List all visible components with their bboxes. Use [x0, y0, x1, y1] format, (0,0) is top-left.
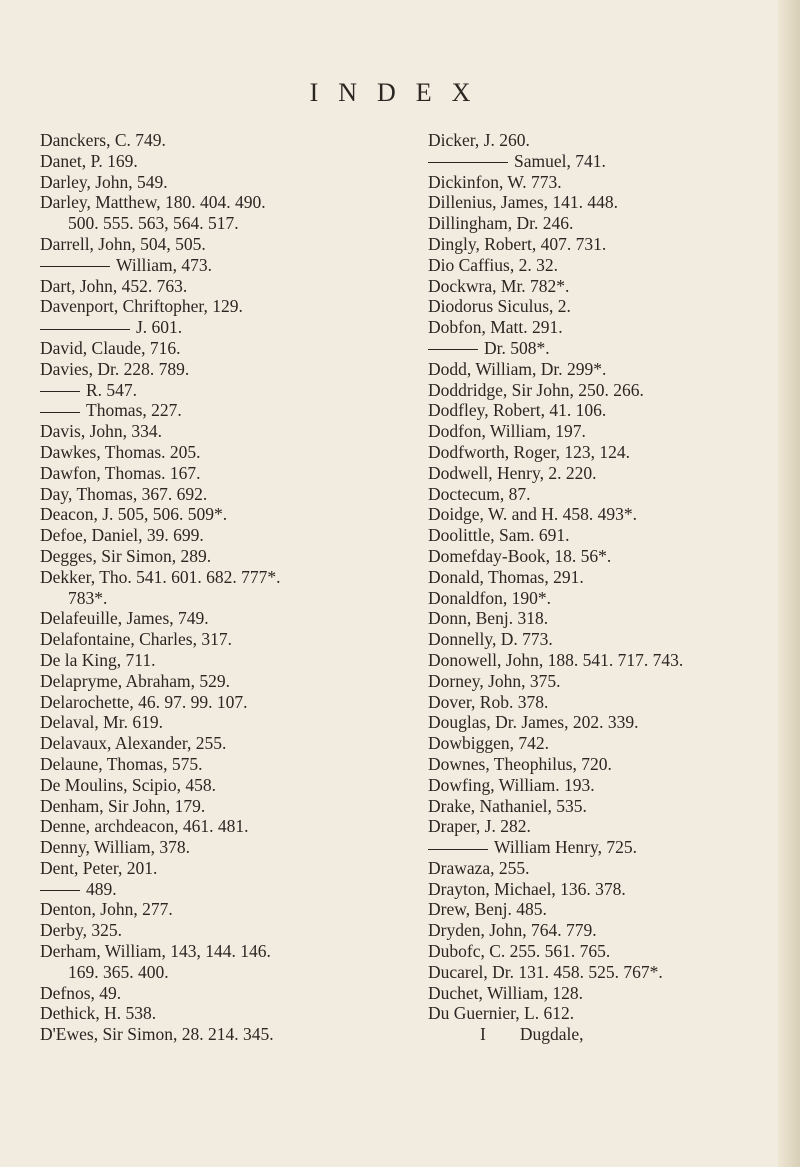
index-entry-text: Dillenius, James, 141. 448. [428, 192, 619, 213]
index-entry [428, 525, 728, 546]
index-entry-text: Dent, Peter, 201. [40, 857, 158, 878]
index-entry-text: Draper, J. 282. [428, 816, 531, 837]
index-entry-text: Davenport, Chriftopher, 129. [40, 296, 243, 317]
index-entry-text: Davies, Dr. 228. 789. [40, 358, 190, 379]
index-entry-text: Doolittle, Sam. 691. [428, 525, 570, 546]
index-entry [40, 130, 340, 151]
index-entry [428, 983, 728, 1004]
index-entry-text: Drew, Benj. 485. [428, 899, 547, 920]
index-entry-text: Denny, William, 378. [40, 837, 190, 858]
index-entry [428, 421, 728, 442]
index-entry-text: Drake, Nathaniel, 535. [428, 795, 587, 816]
index-entry [428, 692, 728, 713]
index-entry [428, 858, 728, 879]
index-entry [40, 1024, 340, 1045]
index-entry [40, 837, 340, 858]
index-entry [40, 296, 340, 317]
index-entry-text: Dryden, John, 764. 779. [428, 920, 597, 941]
index-entry [428, 234, 728, 255]
index-entry [428, 213, 728, 234]
index-entry [40, 317, 340, 338]
index-entry-text: De Moulins, Scipio, 458. [40, 774, 216, 795]
index-entry-text: Denham, Sir John, 179. [40, 795, 206, 816]
index-entry-text: Delaval, Mr. 619. [40, 712, 163, 733]
index-entry [40, 754, 340, 775]
catchword: Dugdale, [519, 1024, 584, 1045]
ditto-dash [40, 391, 80, 392]
index-entry-text: Doctecum, 87. [428, 483, 531, 504]
index-entry [40, 276, 340, 297]
index-entry-text: Drayton, Michael, 136. 378. [428, 878, 626, 899]
ditto-dash [428, 849, 488, 850]
index-entry [40, 712, 340, 733]
index-entry [40, 421, 340, 442]
index-entry [428, 712, 728, 733]
index-entry-text: Dowfing, William. 193. [428, 774, 595, 795]
index-entry [40, 234, 340, 255]
index-entry-text: Danet, P. 169. [40, 150, 138, 171]
index-entry-text: Dodd, William, Dr. 299*. [428, 358, 607, 379]
page-edge [778, 0, 800, 1167]
index-entry [40, 400, 340, 421]
index-entry-text: Downes, Theophilus, 720. [428, 753, 612, 774]
index-entry-text: Donaldfon, 190*. [428, 587, 551, 608]
index-entry [428, 151, 728, 172]
index-entry [428, 837, 728, 858]
index-entry [428, 608, 728, 629]
index-entry [40, 775, 340, 796]
index-entry [40, 962, 340, 983]
index-entry [428, 317, 728, 338]
index-entry [428, 484, 728, 505]
page-title: INDEX [309, 78, 491, 107]
index-entry [428, 172, 728, 193]
index-entry [40, 941, 340, 962]
index-entry [428, 400, 728, 421]
index-entry [40, 629, 340, 650]
index-entry [40, 733, 340, 754]
index-entry [428, 192, 728, 213]
index-entry [40, 1003, 340, 1024]
index-entry [40, 588, 340, 609]
index-entry-text: Dawkes, Thomas. 205. [40, 441, 201, 462]
index-entry-text: Dubofc, C. 255. 561. 765. [428, 941, 611, 962]
index-entry [428, 899, 728, 920]
index-entry-text: Ducarel, Dr. 131. 458. 525. 767*. [428, 961, 663, 982]
index-entry-text: Donowell, John, 188. 541. 717. 743. [428, 649, 684, 670]
index-entry-text: Darrell, John, 504, 505. [40, 233, 206, 254]
index-entry [428, 442, 728, 463]
index-entry-text: Derby, 325. [40, 920, 122, 941]
index-entry [40, 567, 340, 588]
index-entry-text: Darley, John, 549. [40, 171, 168, 192]
index-entry [428, 546, 728, 567]
index-entry-text: Defoe, Daniel, 39. 699. [40, 525, 204, 546]
ditto-dash [428, 162, 508, 163]
index-entry [40, 816, 340, 837]
index-entry-text: Dorney, John, 375. [428, 670, 561, 691]
index-entry [40, 879, 340, 900]
index-entry-text: Derham, William, 143, 144. 146. [40, 941, 271, 962]
index-entry-text: Deacon, J. 505, 506. 509*. [40, 504, 228, 525]
index-entry [40, 192, 340, 213]
ditto-dash [428, 349, 478, 350]
index-entry [40, 172, 340, 193]
index-entry-text: De la King, 711. [40, 649, 156, 670]
index-entry-text: Degges, Sir Simon, 289. [40, 545, 212, 566]
index-entry-text: Davis, John, 334. [40, 421, 163, 442]
index-entry-text: 500. 555. 563, 564. 517. [68, 213, 239, 234]
index-entry [40, 608, 340, 629]
index-entry [40, 920, 340, 941]
index-entry [428, 671, 728, 692]
index-entry [428, 463, 728, 484]
index-entry-text: Dicker, J. 260. [428, 130, 530, 150]
index-entry [428, 338, 728, 359]
index-entry-text: Defnos, 49. [40, 982, 122, 1003]
index-entry-text: Domefday-Book, 18. 56*. [428, 545, 612, 566]
index-entry [40, 359, 340, 380]
index-entry-text: Doidge, W. and H. 458. 493*. [428, 504, 638, 525]
index-entry [40, 546, 340, 567]
index-entry-text: Thomas, 227. [86, 400, 182, 421]
index-entry [428, 380, 728, 401]
index-entry-text: Doddridge, Sir John, 250. 266. [428, 379, 644, 400]
index-entry-text: Drawaza, 255. [428, 857, 530, 878]
index-entry-text: 783*. [68, 587, 108, 608]
index-entry-text: Dodfworth, Roger, 123, 124. [428, 441, 630, 462]
index-entry [40, 380, 340, 401]
index-entry [428, 504, 728, 525]
index-entry [40, 650, 340, 671]
index-entry-text: Dobfon, Matt. 291. [428, 317, 563, 338]
index-entry [40, 151, 340, 172]
index-entry [428, 775, 728, 796]
index-entry [40, 463, 340, 484]
index-entry-text: 489. [86, 878, 117, 899]
index-entry [40, 899, 340, 920]
index-column-left [40, 130, 340, 1045]
index-entry-text: 169. 365. 400. [68, 961, 169, 982]
index-entry-text: Denne, archdeacon, 461. 481. [40, 816, 249, 837]
index-entry-text: Delarochette, 46. 97. 99. 107. [40, 691, 248, 712]
index-entry [428, 255, 728, 276]
index-entry-text: Du Guernier, L. 612. [428, 1003, 575, 1024]
index-entry-text: Danckers, C. 749. [40, 130, 166, 150]
index-entry-text: D'Ewes, Sir Simon, 28. 214. 345. [40, 1024, 274, 1045]
index-entry-text: J. 601. [136, 317, 183, 338]
index-entry-text: Delafontaine, Charles, 317. [40, 629, 232, 650]
index-entry-text: R. 547. [86, 379, 138, 400]
index-entry [428, 962, 728, 983]
index-entry [40, 442, 340, 463]
index-entry [428, 359, 728, 380]
index-entry-text: Dekker, Tho. 541. 601. 682. 777*. [40, 566, 281, 587]
index-entry-text: Dr. 508*. [484, 337, 550, 358]
index-entry [40, 692, 340, 713]
index-entry-text: Dingly, Robert, 407. 731. [428, 233, 607, 254]
index-entry-text: Samuel, 741. [514, 150, 606, 171]
ditto-dash [40, 890, 80, 891]
index-entry-text: Darley, Matthew, 180. 404. 490. [40, 192, 266, 213]
index-column-right [428, 130, 728, 1045]
index-entry [40, 796, 340, 817]
index-entry-text: Donald, Thomas, 291. [428, 566, 584, 587]
index-entry-text: Douglas, Dr. James, 202. 339. [428, 712, 639, 733]
index-entry-text: Dodfley, Robert, 41. 106. [428, 400, 607, 421]
index-entry [428, 130, 728, 151]
index-entry-text: Dockwra, Mr. 782*. [428, 275, 570, 296]
index-entry-text: Dio Caffius, 2. 32. [428, 254, 558, 275]
index-entry [428, 567, 728, 588]
index-entry-text: Dart, John, 452. 763. [40, 275, 188, 296]
index-entry-text: Delafeuille, James, 749. [40, 608, 209, 629]
index-entry [428, 650, 728, 671]
index-entry-text: Dethick, H. 538. [40, 1003, 157, 1024]
ditto-dash [40, 329, 130, 330]
index-entry-text: Donn, Benj. 318. [428, 608, 549, 629]
index-entry-text: Delaune, Thomas, 575. [40, 753, 203, 774]
index-entry [40, 983, 340, 1004]
index-entry-text: Delavaux, Alexander, 255. [40, 733, 227, 754]
index-entry [428, 629, 728, 650]
index-entry-text: Dowbiggen, 742. [428, 733, 550, 754]
index-entry [428, 296, 728, 317]
index-entry [428, 920, 728, 941]
index-entry [428, 588, 728, 609]
index-entry-text: Dodfon, William, 197. [428, 421, 586, 442]
index-entry-text: Dawfon, Thomas. 167. [40, 462, 201, 483]
index-entry [428, 941, 728, 962]
ditto-dash [40, 266, 110, 267]
ditto-dash [40, 412, 80, 413]
index-entry [428, 1003, 728, 1024]
index-entry-text: Dover, Rob. 378. [428, 691, 549, 712]
index-entry-text: Dillingham, Dr. 246. [428, 213, 574, 234]
index-entry [428, 276, 728, 297]
index-entry [428, 796, 728, 817]
index-entry-text: Donnelly, D. 773. [428, 629, 553, 650]
index-entry [428, 879, 728, 900]
index-entry [40, 858, 340, 879]
index-entry-text: Denton, John, 277. [40, 899, 173, 920]
index-entry-text: Diodorus Siculus, 2. [428, 296, 571, 317]
index-entry [40, 504, 340, 525]
index-entry-text: David, Claude, 716. [40, 337, 181, 358]
index-entry [428, 816, 728, 837]
index-entry [40, 255, 340, 276]
index-entry [40, 671, 340, 692]
index-entry-text: Delapryme, Abraham, 529. [40, 670, 231, 691]
index-entry [40, 338, 340, 359]
index-entry-text: Dickinfon, W. 773. [428, 171, 562, 192]
index-entry [40, 525, 340, 546]
index-entry [40, 484, 340, 505]
index-entry-text: William Henry, 725. [494, 837, 637, 858]
index-entry [428, 733, 728, 754]
index-entry [428, 754, 728, 775]
signature-mark: I [480, 1024, 486, 1045]
catchword-line [428, 1024, 728, 1045]
index-entry-text: Duchet, William, 128. [428, 982, 583, 1003]
index-entry-text: Day, Thomas, 367. 692. [40, 483, 208, 504]
index-entry-text: Dodwell, Henry, 2. 220. [428, 462, 597, 483]
index-entry-text: William, 473. [116, 254, 213, 275]
index-entry [40, 213, 340, 234]
